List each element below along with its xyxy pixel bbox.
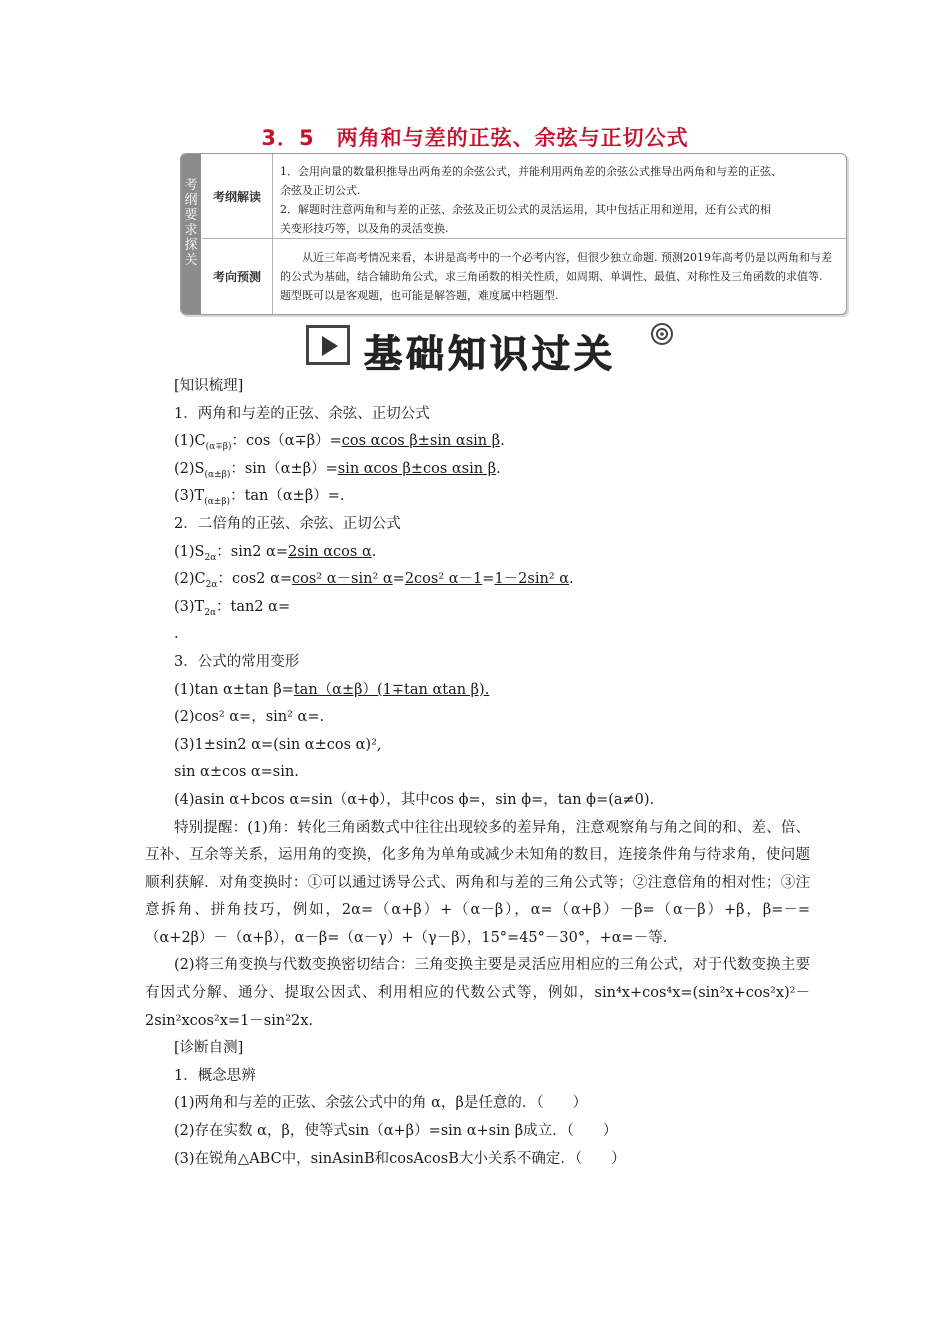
transform-3b: sin α±cos α=sin. <box>174 764 299 781</box>
note-paragraph-1: 特别提醒：(1)角：转化三角函数式中往往出现较多的差异角，注意观察角与角之间的和、差、倍、互补、互余等关系，运用角的变换，化多角为单角或减少未知角的数目，连接条件角与待求角，使问题顺利获解．对角变换时：①可以通过诱导公式、两角和与差的三角公式等；②注意倍角的相对性；③注意拆角、拼角技巧，例如，2α=（α+β）+（α－β），α=（α+β）－β=（α－β）+β，β=－=（α+2β）－（α+β），α－β=（α－γ）+（γ－β），15°=45°－30°，+α=－等. <box>145 819 810 946</box>
section-3-title: 3．公式的常用变形 <box>174 653 300 670</box>
section-1-title: 1．两角和与差的正弦、余弦、正切公式 <box>174 405 430 422</box>
forecast-row <box>202 239 846 314</box>
diagnosis-header: [诊断自测] <box>174 1040 244 1057</box>
transform-2: (2)cos² α=，sin² α=. <box>174 709 325 726</box>
diagnosis-item-2: (2)存在实数 α，β，使等式sin（α+β）=sin α+sin β成立．（ ） <box>174 1123 618 1140</box>
exam-side-label: 考 纲 要 求 探 关 <box>181 154 201 314</box>
section-2-title: 2．二倍角的正弦、余弦、正切公式 <box>174 515 401 532</box>
formula-tan-sum: $(3)T_{(\alpha\pm\beta)}$：tan（α±β）=. <box>174 488 345 508</box>
syllabus-row <box>202 154 846 239</box>
formula-sin-double: $(1)S_{2\alpha}$：sin2 α=2sin αcos α. <box>174 543 377 563</box>
note-paragraph-2: (2)将三角变换与代数变换密切结合：三角变换主要是灵活应用相应的三角公式，对于代数变换主要有因式分解、通分、提取公因式、利用相应的代数公式等，例如，sin⁴x+cos⁴x=(sin²x+cos²x)²－2sin²xcos²x=1－sin²2x. <box>145 957 810 1029</box>
transform-1: (1)tan α±tan β=tan（α±β）(1∓tan αtan β). <box>174 681 490 698</box>
exam-requirements-box <box>180 153 847 315</box>
syllabus-text: 1．会用向量的数量积推导出两角差的余弦公式，并能利用两角差的余弦公式推导出两角和与差的正弦、 余弦及正切公式. 2．解题时注意两角和与差的正弦、余弦及正切公式的灵活运用，其中包括正用和逆用，还有公式的相 关变形技巧等，以及角的灵活变换. <box>280 165 782 235</box>
syllabus-label: 考纲解读 <box>202 154 273 238</box>
formula-tan-double: $(3)T_{2\alpha}$：tan2 α= <box>174 598 291 618</box>
diagnosis-item-3: (3)在锐角△ABC中，sinAsinB和cosAcosB大小关系不确定．（ ） <box>174 1150 626 1167</box>
page-title: 3．5 两角和与差的正弦、余弦与正切公式 <box>261 126 689 150</box>
review-header: [知识梳理] <box>174 378 244 394</box>
diagnosis-title: 1．概念思辨 <box>174 1067 256 1084</box>
transform-3: (3)1±sin2 α=(sin α±cos α)², <box>174 736 382 753</box>
transform-4: (4)asin α+bcos α=sin（α+ϕ），其中cos ϕ=，sin ϕ=，tan ϕ=(a≠0). <box>174 791 655 808</box>
forecast-text: 从近三年高考情况来看，本讲是高考中的一个必考内容，但很少独立命题. 预测2019年高考仍是以两角和与差的公式为基础，结合辅助角公式，求三角函数的相关性质，如周期、单调性、最值、对称性及三角函数的求值等. 题型既可以是客观题，也可能是解答题，难度属中档题型. <box>280 251 832 302</box>
dot-line: . <box>174 626 179 643</box>
formula-sin-sum: $(2)S_{(\alpha\pm\beta)}$：sin（α±β）=sin αcos β±cos αsin β. <box>174 460 501 480</box>
target-icon <box>650 322 674 346</box>
main-content <box>145 373 810 1173</box>
formula-cos-sum: $(1)C_{(\alpha\mp\beta)}$：cos（α∓β）=cos αcos β±sin αsin β. <box>174 433 505 453</box>
banner-title: 基础知识过关 <box>364 332 617 376</box>
section-banner <box>306 322 678 376</box>
formula-cos-double: $(2)C_{2\alpha}$：cos2 α=cos² α－sin² α=2cos² α－1=1－2sin² α. <box>174 571 574 591</box>
forecast-label: 考向预测 <box>202 239 273 314</box>
play-icon <box>306 325 350 365</box>
diagnosis-item-1: (1)两角和与差的正弦、余弦公式中的角 α，β是任意的．（ ） <box>174 1095 588 1112</box>
